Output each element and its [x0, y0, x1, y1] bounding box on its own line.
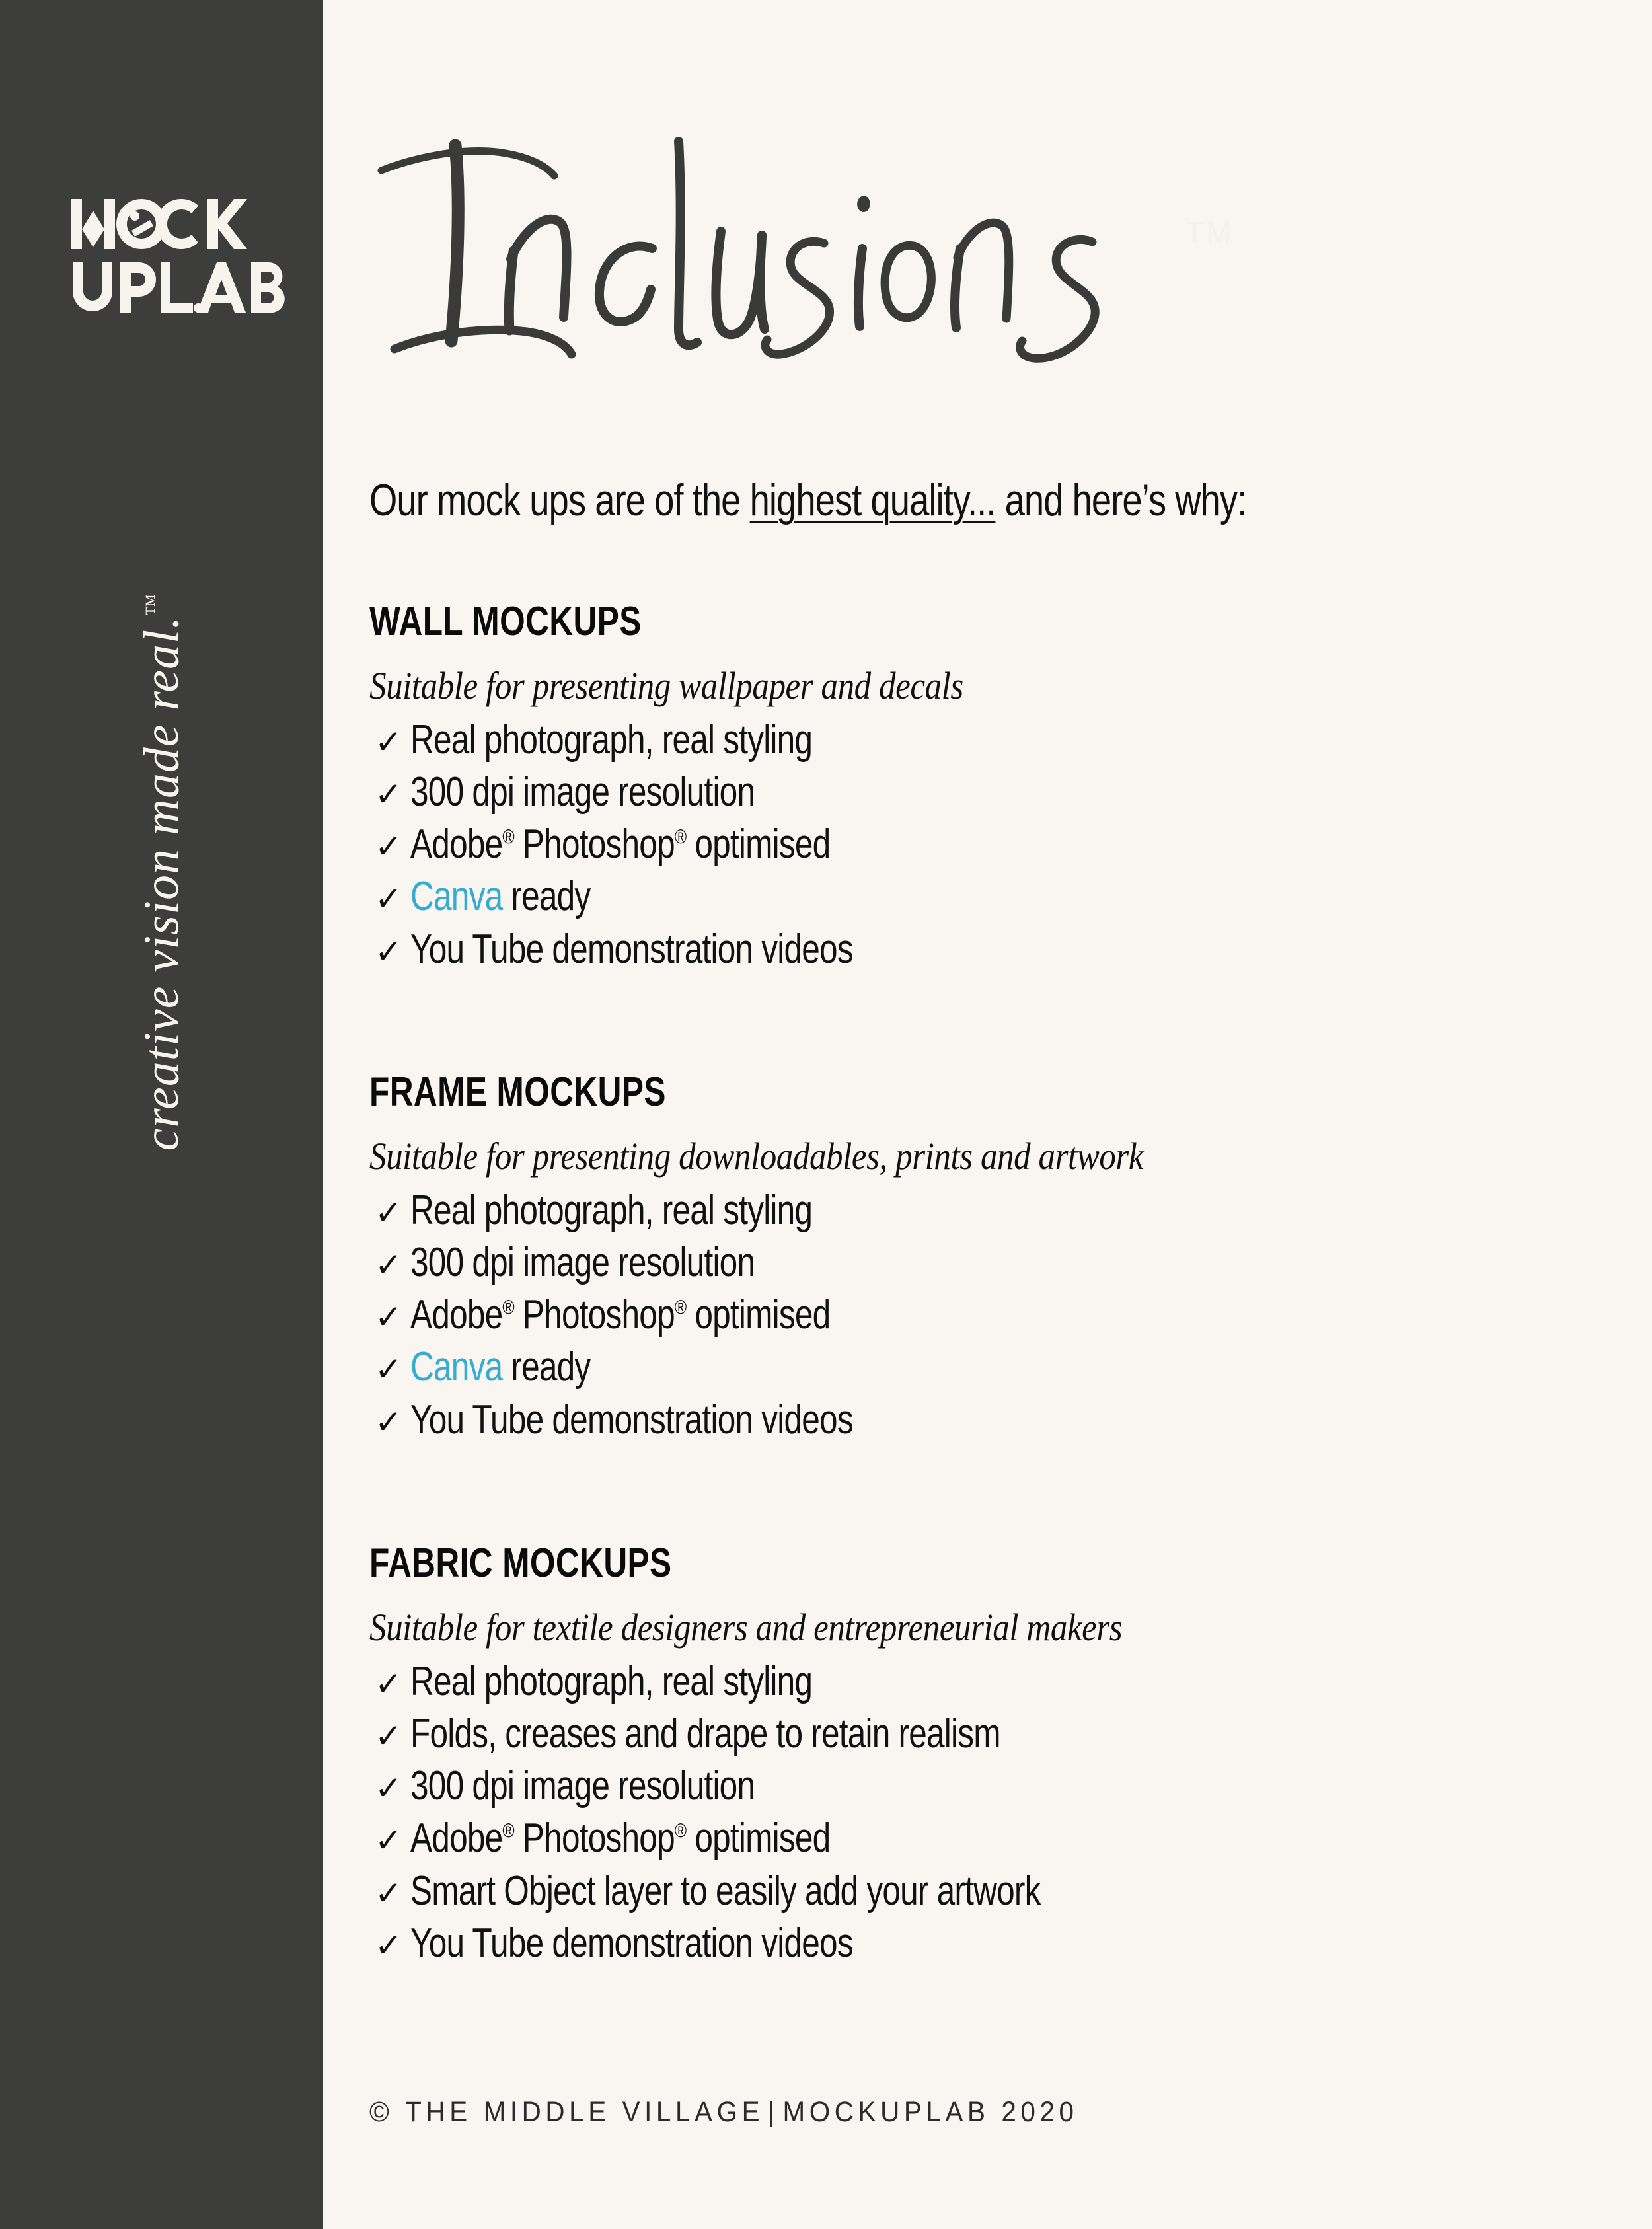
list-item — [369, 1186, 1625, 1234]
check-icon: ✓ — [375, 1926, 402, 1965]
list-item — [369, 1396, 1625, 1444]
brand-tagline — [133, 410, 190, 1335]
section-title: WALL MOCKUPS — [369, 599, 642, 644]
list-item-label: 300 dpi image resolution — [410, 1763, 755, 1809]
check-icon: ✓ — [375, 1717, 402, 1756]
check-icon: ✓ — [375, 1821, 402, 1860]
list-item — [369, 925, 1625, 973]
list-item-label — [410, 1343, 590, 1391]
list-item — [369, 768, 1625, 816]
footer-brand-year: MOCKUPLAB 2020 — [782, 2096, 1078, 2128]
list-item-label: You Tube demonstration videos — [410, 926, 853, 972]
list-item-label: 300 dpi image resolution — [410, 1240, 755, 1286]
check-icon: ✓ — [375, 880, 402, 919]
list-item — [369, 1867, 1625, 1915]
list-item — [369, 1762, 1625, 1810]
check-icon: ✓ — [375, 1193, 402, 1232]
list-item-label: 300 dpi image resolution — [410, 769, 755, 815]
section-frame-mockups — [369, 1069, 1625, 1448]
footer-credit — [369, 2096, 1078, 2129]
list-item-label — [410, 872, 590, 921]
check-icon: ✓ — [375, 827, 402, 866]
trademark-watermark: TM — [1185, 215, 1234, 250]
copyright-icon: © — [369, 2096, 394, 2128]
list-item — [369, 1657, 1625, 1706]
footer-owner: THE MIDDLE VILLAGE — [405, 2096, 765, 2128]
feature-list — [369, 716, 1625, 973]
check-icon: ✓ — [375, 1873, 402, 1912]
list-item — [369, 1291, 1625, 1339]
list-item-label: Real photograph, real styling — [410, 1188, 813, 1233]
intro-line — [369, 474, 1246, 526]
list-item — [369, 1343, 1625, 1391]
check-icon: ✓ — [375, 775, 402, 814]
check-icon: ✓ — [375, 1298, 402, 1337]
section-wall-mockups — [369, 598, 1625, 977]
list-item — [369, 872, 1625, 921]
section-title: FRAME MOCKUPS — [369, 1069, 666, 1115]
canva-brand-label: Canva — [410, 874, 503, 920]
list-item-label: You Tube demonstration videos — [410, 1920, 853, 1966]
list-item — [369, 1710, 1625, 1758]
list-item-label: Adobe® Photoshop® optimised — [410, 1292, 831, 1338]
check-icon: ✓ — [375, 1665, 402, 1703]
list-item-label: Folds, creases and drape to retain realism — [410, 1711, 1000, 1757]
tagline-rotated-wrap — [0, 410, 323, 1335]
check-icon: ✓ — [375, 1769, 402, 1808]
list-item-label-rest: ready — [502, 1344, 591, 1390]
list-item-label-rest: ready — [502, 874, 591, 920]
list-item — [369, 820, 1625, 868]
list-item-label: Smart Object layer to easily add your artwork — [410, 1868, 1041, 1914]
list-item — [369, 1919, 1625, 1967]
canva-brand-label: Canva — [410, 1344, 503, 1390]
list-item — [369, 716, 1625, 764]
footer-divider: | — [767, 2096, 779, 2128]
tagline-text: creative vision made real. — [133, 615, 189, 1151]
intro-underlined: highest quality... — [749, 475, 996, 525]
list-item-label: Adobe® Photoshop® optimised — [410, 821, 831, 868]
sidebar — [0, 0, 323, 2229]
check-icon: ✓ — [375, 1350, 402, 1389]
section-subtitle: Suitable for textile designers and entrepreneurial makers — [369, 1606, 1123, 1649]
section-subtitle: Suitable for presenting wallpaper and decals — [369, 664, 963, 707]
check-icon: ✓ — [375, 723, 402, 761]
feature-list — [369, 1186, 1625, 1444]
check-icon: ✓ — [375, 1246, 402, 1285]
list-item-label: Real photograph, real styling — [410, 1659, 813, 1704]
list-item-label: Adobe® Photoshop® optimised — [410, 1815, 831, 1862]
list-item — [369, 1238, 1625, 1287]
tagline-trademark-icon: ™ — [141, 593, 166, 616]
intro-after: and here’s why: — [995, 475, 1247, 525]
check-icon: ✓ — [375, 1402, 402, 1441]
section-fabric-mockups — [369, 1540, 1625, 1971]
list-item — [369, 1814, 1625, 1862]
mockuplab-logo — [69, 196, 287, 315]
section-subtitle: Suitable for presenting downloadables, prints and artwork — [369, 1135, 1144, 1178]
page-title — [368, 119, 1161, 370]
list-item-label: Real photograph, real styling — [410, 717, 813, 763]
main-content — [323, 0, 1652, 2229]
feature-list — [369, 1657, 1625, 1967]
section-title: FABRIC MOCKUPS — [369, 1540, 672, 1586]
intro-before: Our mock ups are of the — [369, 475, 750, 525]
list-item-label: You Tube demonstration videos — [410, 1396, 853, 1443]
check-icon: ✓ — [375, 932, 402, 971]
